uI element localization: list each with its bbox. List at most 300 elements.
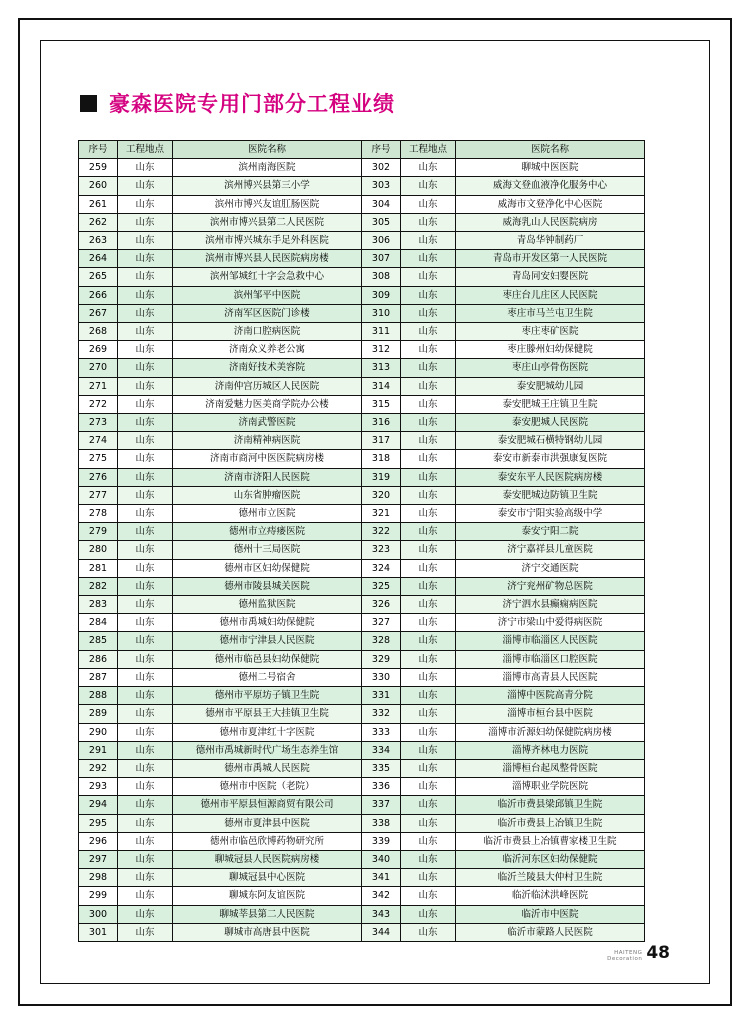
cell-location-right: 山东 xyxy=(401,468,456,486)
cell-location-left: 山东 xyxy=(118,723,173,741)
cell-location-right: 山东 xyxy=(401,213,456,231)
page-number: 48 xyxy=(646,943,670,963)
cell-location-left: 山东 xyxy=(118,232,173,250)
cell-hospital-right: 济宁兖州矿物总医院 xyxy=(456,577,645,595)
cell-hospital-right: 枣庄市马兰屯卫生院 xyxy=(456,304,645,322)
cell-seq-right: 341 xyxy=(362,869,401,887)
table-row xyxy=(79,432,645,450)
cell-hospital-right: 临沂临沭洪峰医院 xyxy=(456,887,645,905)
cell-seq-left: 291 xyxy=(79,741,118,759)
cell-location-left: 山东 xyxy=(118,414,173,432)
cell-location-right: 山东 xyxy=(401,905,456,923)
table-row xyxy=(79,632,645,650)
cell-hospital-left: 德州市中医院（老院） xyxy=(173,778,362,796)
cell-seq-right: 307 xyxy=(362,250,401,268)
cell-location-right: 山东 xyxy=(401,177,456,195)
cell-location-left: 山东 xyxy=(118,268,173,286)
cell-seq-right: 331 xyxy=(362,687,401,705)
cell-seq-left: 296 xyxy=(79,832,118,850)
cell-location-right: 山东 xyxy=(401,923,456,941)
cell-location-left: 山东 xyxy=(118,814,173,832)
cell-seq-left: 276 xyxy=(79,468,118,486)
cell-seq-right: 313 xyxy=(362,359,401,377)
cell-hospital-right: 淄博中医院高青分院 xyxy=(456,687,645,705)
cell-hospital-left: 德州市宁津县人民医院 xyxy=(173,632,362,650)
cell-hospital-left: 德州市夏津县中医院 xyxy=(173,814,362,832)
cell-location-left: 山东 xyxy=(118,687,173,705)
cell-location-right: 山东 xyxy=(401,159,456,177)
cell-seq-left: 274 xyxy=(79,432,118,450)
cell-hospital-left: 滨州邹城红十字会急救中心 xyxy=(173,268,362,286)
cell-seq-left: 299 xyxy=(79,887,118,905)
table-row xyxy=(79,832,645,850)
column-header-location-right: 工程地点 xyxy=(401,141,456,159)
table-row xyxy=(79,778,645,796)
cell-hospital-right: 枣庄滕州妇幼保健院 xyxy=(456,341,645,359)
cell-location-left: 山东 xyxy=(118,541,173,559)
cell-location-right: 山东 xyxy=(401,414,456,432)
cell-hospital-right: 泰安肥城石横特钢幼儿园 xyxy=(456,432,645,450)
table-row xyxy=(79,887,645,905)
cell-seq-right: 333 xyxy=(362,723,401,741)
cell-hospital-right: 泰安宁阳二院 xyxy=(456,523,645,541)
cell-seq-left: 282 xyxy=(79,577,118,595)
cell-seq-right: 306 xyxy=(362,232,401,250)
cell-hospital-right: 枣庄台儿庄区人民医院 xyxy=(456,286,645,304)
cell-location-right: 山东 xyxy=(401,850,456,868)
table-row xyxy=(79,304,645,322)
cell-seq-right: 324 xyxy=(362,559,401,577)
cell-seq-left: 301 xyxy=(79,923,118,941)
cell-hospital-right: 威海文登血液净化服务中心 xyxy=(456,177,645,195)
table-row xyxy=(79,286,645,304)
cell-hospital-right: 聊城中医医院 xyxy=(456,159,645,177)
table-row xyxy=(79,414,645,432)
table-row xyxy=(79,523,645,541)
cell-seq-right: 310 xyxy=(362,304,401,322)
cell-location-right: 山东 xyxy=(401,359,456,377)
cell-hospital-left: 济南精神病医院 xyxy=(173,432,362,450)
cell-hospital-left: 济南仲宫历城区人民医院 xyxy=(173,377,362,395)
cell-location-right: 山东 xyxy=(401,250,456,268)
table-body xyxy=(79,159,645,942)
cell-seq-left: 298 xyxy=(79,869,118,887)
cell-seq-right: 325 xyxy=(362,577,401,595)
table-row xyxy=(79,687,645,705)
cell-seq-right: 342 xyxy=(362,887,401,905)
cell-location-left: 山东 xyxy=(118,505,173,523)
cell-seq-right: 305 xyxy=(362,213,401,231)
cell-seq-right: 334 xyxy=(362,741,401,759)
cell-seq-left: 293 xyxy=(79,778,118,796)
cell-location-right: 山东 xyxy=(401,705,456,723)
cell-hospital-left: 德州二号宿舍 xyxy=(173,668,362,686)
cell-hospital-right: 枣庄枣矿医院 xyxy=(456,323,645,341)
cell-hospital-right: 青岛市开发区第一人民医院 xyxy=(456,250,645,268)
table-row xyxy=(79,486,645,504)
cell-hospital-right: 临沂市中医院 xyxy=(456,905,645,923)
cell-hospital-left: 德州市禹城新时代广场生态养生馆 xyxy=(173,741,362,759)
cell-seq-right: 311 xyxy=(362,323,401,341)
cell-hospital-right: 青岛华钟制药厂 xyxy=(456,232,645,250)
column-header-seq-left: 序号 xyxy=(79,141,118,159)
cell-seq-left: 292 xyxy=(79,759,118,777)
cell-seq-left: 294 xyxy=(79,796,118,814)
cell-hospital-left: 滨州市博兴县人民医院病房楼 xyxy=(173,250,362,268)
cell-hospital-right: 泰安市宁阳实验高级中学 xyxy=(456,505,645,523)
cell-hospital-right: 淄博职业学院医院 xyxy=(456,778,645,796)
cell-location-right: 山东 xyxy=(401,432,456,450)
footer-brand-line1: HAITENG xyxy=(614,950,643,956)
column-header-seq-right: 序号 xyxy=(362,141,401,159)
cell-location-right: 山东 xyxy=(401,632,456,650)
page-footer xyxy=(607,945,670,962)
cell-hospital-right: 威海乳山人民医院病房 xyxy=(456,213,645,231)
cell-hospital-right: 济宁泗水县癫痫病医院 xyxy=(456,596,645,614)
cell-hospital-left: 济南武警医院 xyxy=(173,414,362,432)
cell-location-right: 山东 xyxy=(401,232,456,250)
cell-location-right: 山东 xyxy=(401,832,456,850)
cell-seq-right: 308 xyxy=(362,268,401,286)
cell-location-right: 山东 xyxy=(401,268,456,286)
cell-seq-left: 287 xyxy=(79,668,118,686)
cell-location-left: 山东 xyxy=(118,650,173,668)
table-row xyxy=(79,814,645,832)
performance-table xyxy=(78,140,645,942)
table-row xyxy=(79,923,645,941)
cell-seq-left: 279 xyxy=(79,523,118,541)
cell-location-right: 山东 xyxy=(401,668,456,686)
cell-location-left: 山东 xyxy=(118,359,173,377)
cell-seq-left: 295 xyxy=(79,814,118,832)
table-row xyxy=(79,541,645,559)
table-row xyxy=(79,850,645,868)
cell-hospital-left: 济南市济阳人民医院 xyxy=(173,468,362,486)
cell-seq-right: 303 xyxy=(362,177,401,195)
cell-hospital-left: 德州市平原县王大挂镇卫生院 xyxy=(173,705,362,723)
cell-location-left: 山东 xyxy=(118,341,173,359)
cell-location-right: 山东 xyxy=(401,395,456,413)
cell-seq-left: 300 xyxy=(79,905,118,923)
cell-location-left: 山东 xyxy=(118,450,173,468)
cell-hospital-right: 临沂市费县上冶镇卫生院 xyxy=(456,814,645,832)
cell-location-left: 山东 xyxy=(118,177,173,195)
table-row xyxy=(79,159,645,177)
cell-location-right: 山东 xyxy=(401,596,456,614)
cell-location-left: 山东 xyxy=(118,741,173,759)
table-row xyxy=(79,195,645,213)
cell-location-left: 山东 xyxy=(118,614,173,632)
cell-seq-right: 332 xyxy=(362,705,401,723)
cell-seq-right: 338 xyxy=(362,814,401,832)
cell-hospital-left: 聊城莘县第二人民医院 xyxy=(173,905,362,923)
cell-location-left: 山东 xyxy=(118,668,173,686)
cell-seq-left: 263 xyxy=(79,232,118,250)
performance-table-wrap xyxy=(78,140,684,942)
table-row xyxy=(79,650,645,668)
cell-seq-left: 288 xyxy=(79,687,118,705)
cell-hospital-left: 德州市临邑县妇幼保健院 xyxy=(173,650,362,668)
cell-seq-left: 281 xyxy=(79,559,118,577)
cell-location-right: 山东 xyxy=(401,741,456,759)
table-row xyxy=(79,341,645,359)
cell-location-left: 山东 xyxy=(118,304,173,322)
cell-seq-right: 336 xyxy=(362,778,401,796)
table-row xyxy=(79,359,645,377)
column-header-hospital-right: 医院名称 xyxy=(456,141,645,159)
cell-location-right: 山东 xyxy=(401,304,456,322)
table-row xyxy=(79,450,645,468)
cell-location-left: 山东 xyxy=(118,796,173,814)
cell-seq-left: 285 xyxy=(79,632,118,650)
table-row xyxy=(79,741,645,759)
cell-location-left: 山东 xyxy=(118,832,173,850)
table-row xyxy=(79,177,645,195)
cell-hospital-right: 泰安东平人民医院病房楼 xyxy=(456,468,645,486)
cell-seq-left: 277 xyxy=(79,486,118,504)
cell-seq-right: 309 xyxy=(362,286,401,304)
cell-location-left: 山东 xyxy=(118,923,173,941)
cell-seq-right: 321 xyxy=(362,505,401,523)
cell-hospital-right: 泰安肥城幼儿园 xyxy=(456,377,645,395)
cell-location-right: 山东 xyxy=(401,759,456,777)
cell-seq-right: 326 xyxy=(362,596,401,614)
cell-location-left: 山东 xyxy=(118,395,173,413)
cell-hospital-right: 临沂市费县上冶镇曹家楼卫生院 xyxy=(456,832,645,850)
cell-location-right: 山东 xyxy=(401,650,456,668)
table-row xyxy=(79,614,645,632)
cell-hospital-right: 淄博市临淄区人民医院 xyxy=(456,632,645,650)
column-header-hospital-left: 医院名称 xyxy=(173,141,362,159)
cell-hospital-left: 德州市夏津红十字医院 xyxy=(173,723,362,741)
cell-hospital-left: 滨州市博兴城东手足外科医院 xyxy=(173,232,362,250)
cell-seq-left: 283 xyxy=(79,596,118,614)
cell-seq-left: 273 xyxy=(79,414,118,432)
table-row xyxy=(79,723,645,741)
cell-hospital-right: 淄博齐林电力医院 xyxy=(456,741,645,759)
cell-hospital-left: 济南军区医院门诊楼 xyxy=(173,304,362,322)
cell-location-right: 山东 xyxy=(401,814,456,832)
cell-hospital-right: 泰安肥城边防镇卫生院 xyxy=(456,486,645,504)
table-row xyxy=(79,250,645,268)
cell-location-left: 山东 xyxy=(118,286,173,304)
cell-hospital-right: 临沂兰陵县大仲村卫生院 xyxy=(456,869,645,887)
cell-seq-right: 317 xyxy=(362,432,401,450)
cell-hospital-right: 泰安市新泰市洪强康复医院 xyxy=(456,450,645,468)
table-row xyxy=(79,577,645,595)
table-row xyxy=(79,468,645,486)
cell-hospital-right: 临沂河东区妇幼保健院 xyxy=(456,850,645,868)
cell-seq-right: 339 xyxy=(362,832,401,850)
cell-location-left: 山东 xyxy=(118,159,173,177)
cell-seq-left: 286 xyxy=(79,650,118,668)
cell-location-left: 山东 xyxy=(118,596,173,614)
cell-location-right: 山东 xyxy=(401,614,456,632)
cell-hospital-left: 德州市临邑欣博药物研究所 xyxy=(173,832,362,850)
cell-location-right: 山东 xyxy=(401,577,456,595)
cell-hospital-right: 泰安肥城人民医院 xyxy=(456,414,645,432)
cell-seq-left: 265 xyxy=(79,268,118,286)
cell-seq-right: 322 xyxy=(362,523,401,541)
cell-location-left: 山东 xyxy=(118,377,173,395)
cell-hospital-left: 德州市平原坊子镇卫生院 xyxy=(173,687,362,705)
cell-seq-left: 297 xyxy=(79,850,118,868)
cell-hospital-left: 德州市立医院 xyxy=(173,505,362,523)
cell-hospital-left: 德州市禹城人民医院 xyxy=(173,759,362,777)
table-row xyxy=(79,505,645,523)
cell-seq-left: 261 xyxy=(79,195,118,213)
table-row xyxy=(79,759,645,777)
cell-hospital-left: 德州市平原县恒源商贸有限公司 xyxy=(173,796,362,814)
cell-location-left: 山东 xyxy=(118,432,173,450)
cell-hospital-right: 临沂市费县梁邱镇卫生院 xyxy=(456,796,645,814)
cell-location-right: 山东 xyxy=(401,778,456,796)
cell-seq-right: 330 xyxy=(362,668,401,686)
cell-location-left: 山东 xyxy=(118,323,173,341)
cell-hospital-right: 淄博桓台起凤整骨医院 xyxy=(456,759,645,777)
cell-seq-left: 260 xyxy=(79,177,118,195)
cell-location-right: 山东 xyxy=(401,377,456,395)
cell-hospital-right: 泰安肥城王庄镇卫生院 xyxy=(456,395,645,413)
cell-hospital-right: 济宁市梁山中爱得病医院 xyxy=(456,614,645,632)
cell-seq-right: 337 xyxy=(362,796,401,814)
cell-seq-right: 335 xyxy=(362,759,401,777)
cell-seq-left: 268 xyxy=(79,323,118,341)
cell-seq-right: 323 xyxy=(362,541,401,559)
cell-location-left: 山东 xyxy=(118,195,173,213)
column-header-location-left: 工程地点 xyxy=(118,141,173,159)
page-title-text: 豪森医院专用门部分工程业绩 xyxy=(109,92,395,116)
cell-seq-left: 267 xyxy=(79,304,118,322)
table-row xyxy=(79,377,645,395)
cell-hospital-left: 聊城东阿友谊医院 xyxy=(173,887,362,905)
cell-seq-right: 327 xyxy=(362,614,401,632)
cell-seq-right: 319 xyxy=(362,468,401,486)
cell-hospital-right: 临沂市蒙路人民医院 xyxy=(456,923,645,941)
cell-hospital-left: 德州监狱医院 xyxy=(173,596,362,614)
cell-seq-right: 329 xyxy=(362,650,401,668)
cell-seq-left: 266 xyxy=(79,286,118,304)
cell-seq-right: 304 xyxy=(362,195,401,213)
cell-hospital-right: 淄博市桓台县中医院 xyxy=(456,705,645,723)
cell-location-left: 山东 xyxy=(118,705,173,723)
cell-seq-right: 312 xyxy=(362,341,401,359)
cell-hospital-left: 德州十三局医院 xyxy=(173,541,362,559)
cell-hospital-left: 滨州市博兴友谊肛肠医院 xyxy=(173,195,362,213)
page-content xyxy=(56,56,694,968)
cell-location-left: 山东 xyxy=(118,486,173,504)
cell-seq-right: 328 xyxy=(362,632,401,650)
cell-location-left: 山东 xyxy=(118,213,173,231)
cell-location-right: 山东 xyxy=(401,450,456,468)
cell-hospital-left: 聊城冠县中心医院 xyxy=(173,869,362,887)
cell-seq-left: 259 xyxy=(79,159,118,177)
cell-location-right: 山东 xyxy=(401,486,456,504)
cell-location-left: 山东 xyxy=(118,850,173,868)
cell-location-left: 山东 xyxy=(118,869,173,887)
cell-seq-right: 315 xyxy=(362,395,401,413)
table-row xyxy=(79,668,645,686)
cell-location-right: 山东 xyxy=(401,323,456,341)
cell-location-right: 山东 xyxy=(401,541,456,559)
cell-hospital-left: 聊城市高唐县中医院 xyxy=(173,923,362,941)
cell-location-right: 山东 xyxy=(401,869,456,887)
cell-location-left: 山东 xyxy=(118,778,173,796)
cell-seq-left: 264 xyxy=(79,250,118,268)
cell-location-right: 山东 xyxy=(401,723,456,741)
cell-location-right: 山东 xyxy=(401,286,456,304)
table-header-row xyxy=(79,141,645,159)
cell-hospital-left: 山东省肿瘤医院 xyxy=(173,486,362,504)
table-row xyxy=(79,705,645,723)
cell-hospital-left: 济南爱魅力医美商学院办公楼 xyxy=(173,395,362,413)
cell-location-left: 山东 xyxy=(118,468,173,486)
table-row xyxy=(79,796,645,814)
table-row xyxy=(79,232,645,250)
cell-hospital-right: 淄博市高青县人民医院 xyxy=(456,668,645,686)
cell-hospital-left: 滨州邹平中医院 xyxy=(173,286,362,304)
table-row xyxy=(79,869,645,887)
cell-hospital-left: 济南市商河中医医院病房楼 xyxy=(173,450,362,468)
cell-hospital-right: 济宁交通医院 xyxy=(456,559,645,577)
cell-seq-left: 284 xyxy=(79,614,118,632)
cell-location-left: 山东 xyxy=(118,250,173,268)
cell-seq-left: 272 xyxy=(79,395,118,413)
cell-location-right: 山东 xyxy=(401,887,456,905)
cell-location-right: 山东 xyxy=(401,341,456,359)
cell-seq-left: 262 xyxy=(79,213,118,231)
cell-seq-left: 280 xyxy=(79,541,118,559)
cell-hospital-left: 济南口腔病医院 xyxy=(173,323,362,341)
title-bullet-icon xyxy=(80,95,97,112)
cell-hospital-right: 淄博市临淄区口腔医院 xyxy=(456,650,645,668)
cell-location-left: 山东 xyxy=(118,887,173,905)
table-row xyxy=(79,323,645,341)
cell-location-right: 山东 xyxy=(401,559,456,577)
cell-location-right: 山东 xyxy=(401,796,456,814)
table-row xyxy=(79,395,645,413)
cell-hospital-right: 枣庄山亭骨伤医院 xyxy=(456,359,645,377)
cell-hospital-left: 德州市区妇幼保健院 xyxy=(173,559,362,577)
cell-location-left: 山东 xyxy=(118,523,173,541)
cell-hospital-right: 青岛同安妇婴医院 xyxy=(456,268,645,286)
cell-hospital-left: 滨州南海医院 xyxy=(173,159,362,177)
cell-seq-right: 343 xyxy=(362,905,401,923)
table-row xyxy=(79,559,645,577)
cell-hospital-right: 济宁嘉祥县儿童医院 xyxy=(456,541,645,559)
cell-hospital-left: 滨州市博兴县第二人民医院 xyxy=(173,213,362,231)
table-row xyxy=(79,596,645,614)
cell-hospital-left: 济南众义养老公寓 xyxy=(173,341,362,359)
cell-seq-left: 269 xyxy=(79,341,118,359)
cell-seq-left: 275 xyxy=(79,450,118,468)
cell-seq-right: 340 xyxy=(362,850,401,868)
cell-hospital-left: 聊城冠县人民医院病房楼 xyxy=(173,850,362,868)
cell-seq-left: 271 xyxy=(79,377,118,395)
cell-location-right: 山东 xyxy=(401,195,456,213)
cell-hospital-left: 德州市陵县城关医院 xyxy=(173,577,362,595)
cell-location-left: 山东 xyxy=(118,759,173,777)
table-row xyxy=(79,213,645,231)
cell-location-left: 山东 xyxy=(118,632,173,650)
cell-seq-left: 290 xyxy=(79,723,118,741)
cell-hospital-left: 滨州博兴县第三小学 xyxy=(173,177,362,195)
cell-seq-right: 302 xyxy=(362,159,401,177)
cell-seq-left: 289 xyxy=(79,705,118,723)
cell-seq-left: 270 xyxy=(79,359,118,377)
cell-seq-right: 344 xyxy=(362,923,401,941)
page-title xyxy=(80,88,694,118)
